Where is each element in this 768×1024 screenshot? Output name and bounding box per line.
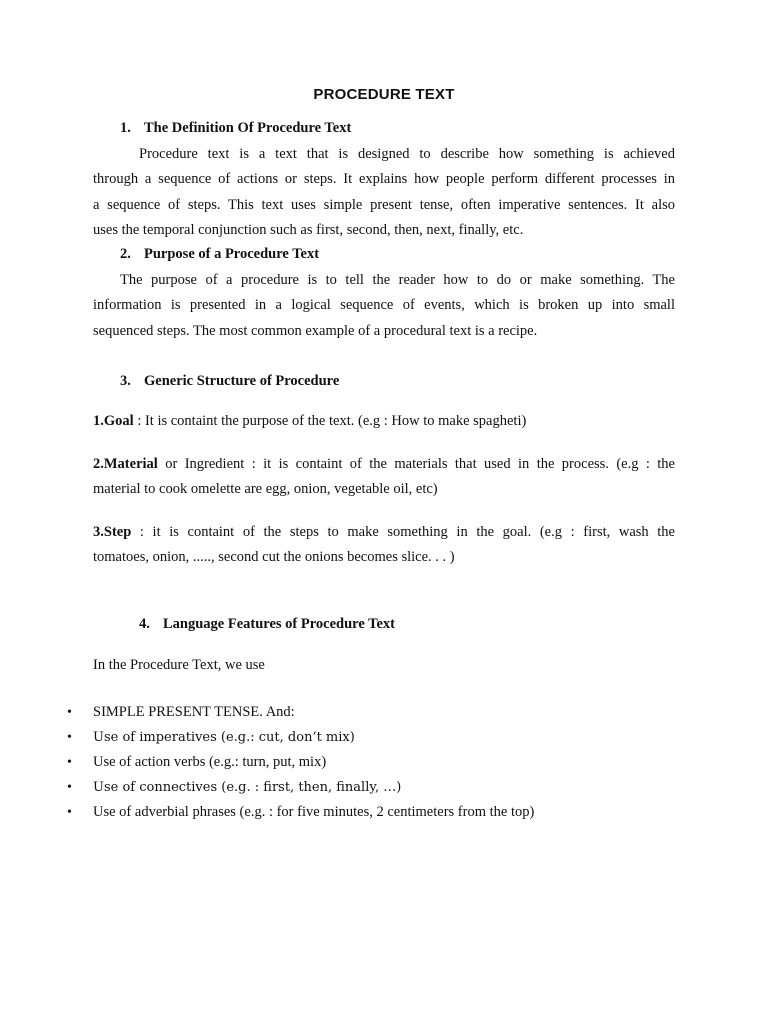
section-1-heading bbox=[120, 120, 351, 137]
paragraph-line: through a sequence of actions or steps. It explains how people perform different processes in bbox=[93, 171, 675, 188]
section-2-heading bbox=[120, 246, 319, 263]
section-3-title: Generic Structure of Procedure bbox=[144, 373, 340, 389]
section-1-number: 1. bbox=[120, 120, 131, 136]
list-item-text: Use of adverbial phrases (e.g. : for five minutes, 2 centimeters from the top) bbox=[93, 804, 535, 820]
section-4-number: 4. bbox=[139, 616, 150, 632]
list-item-text: SIMPLE PRESENT TENSE. And: bbox=[93, 704, 295, 720]
section-3-heading bbox=[120, 373, 339, 390]
material-text: or Ingredient : it is containt of the materials that used in the process. (e.g : the bbox=[157, 456, 675, 472]
material-line-1 bbox=[93, 452, 675, 477]
goal-text: : It is containt the purpose of the text. (e.g : How to make spagheti) bbox=[133, 413, 527, 429]
section-2-number: 2. bbox=[120, 246, 131, 262]
goal-label: 1.Goal bbox=[93, 413, 134, 429]
material-label: 2.Material bbox=[93, 456, 158, 472]
structure-step bbox=[93, 520, 675, 571]
section-2-title: Purpose of a Procedure Text bbox=[144, 246, 320, 262]
step-text: : it is containt of the steps to make something in the goal. (e.g : first, wash the bbox=[131, 524, 675, 540]
paragraph-line: a sequence of steps. This text uses simple present tense, often imperative sentences. It also bbox=[93, 196, 675, 213]
section-1-title: The Definition Of Procedure Text bbox=[144, 120, 352, 136]
structure-goal bbox=[93, 413, 526, 430]
list-item-text: Use of connectives (e.g. : first, then, finally, …) bbox=[93, 780, 402, 795]
bullet-icon: • bbox=[67, 755, 72, 770]
list-item bbox=[0, 750, 768, 775]
document-title: PROCEDURE TEXT bbox=[313, 86, 455, 103]
list-item bbox=[0, 800, 768, 825]
paragraph-line: information is presented in a logical sequence of events, which is broken up into small bbox=[93, 297, 675, 314]
bullet-icon: • bbox=[67, 705, 72, 720]
bullet-icon: • bbox=[67, 780, 72, 795]
section-4-heading bbox=[139, 616, 395, 633]
list-item bbox=[0, 700, 768, 725]
paragraph-line: The purpose of a procedure is to tell the reader how to do or make something. The bbox=[120, 272, 675, 288]
step-label: 3.Step bbox=[93, 524, 132, 540]
section-2-paragraph bbox=[93, 268, 675, 344]
bullet-icon: • bbox=[67, 805, 72, 820]
paragraph-line: uses the temporal conjunction such as first, second, then, next, finally, etc. bbox=[93, 221, 524, 238]
bullet-icon: • bbox=[67, 730, 72, 745]
list-item-text: Use of action verbs (e.g.: turn, put, mix) bbox=[93, 754, 327, 770]
language-features-list bbox=[0, 700, 768, 825]
paragraph-line: Procedure text is a text that is designed to describe how something is achieved bbox=[139, 146, 675, 162]
step-line-1 bbox=[93, 520, 675, 545]
structure-material bbox=[93, 452, 675, 503]
section-4-title: Language Features of Procedure Text bbox=[163, 616, 395, 632]
list-item bbox=[0, 775, 768, 800]
paragraph-line: sequenced steps. The most common example of a procedural text is a recipe. bbox=[93, 322, 538, 339]
step-line-2: tomatoes, onion, ....., second cut the onions becomes slice. . . ) bbox=[93, 549, 455, 566]
section-3-number: 3. bbox=[120, 373, 131, 389]
list-item bbox=[0, 725, 768, 750]
material-line-2: material to cook omelette are egg, onion, vegetable oil, etc) bbox=[93, 481, 438, 498]
section-4-intro: In the Procedure Text, we use bbox=[93, 657, 265, 673]
section-1-paragraph bbox=[93, 142, 675, 243]
list-item-text: Use of imperatives (e.g.: cut, don’t mix) bbox=[93, 730, 355, 745]
